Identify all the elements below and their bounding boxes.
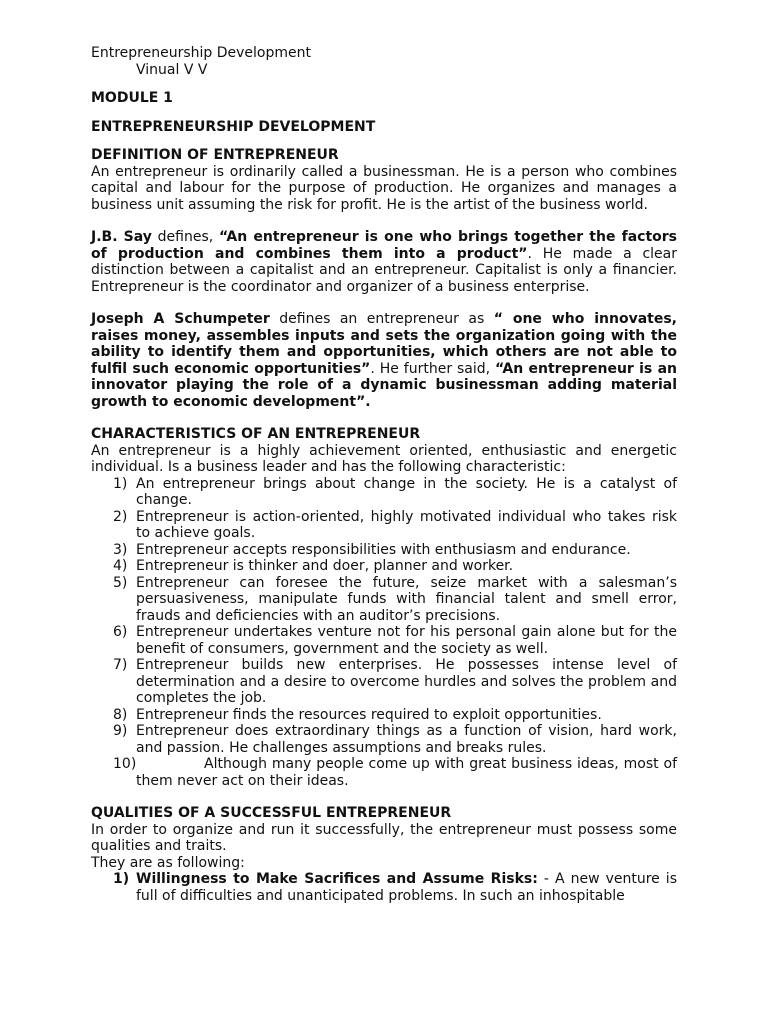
list-item-number: 5): [113, 574, 128, 591]
list-item-text: An entrepreneur brings about change in the society. He is a catalyst of change.: [136, 475, 677, 508]
characteristics-list: [91, 476, 677, 790]
list-item-number: 1): [113, 871, 130, 887]
list-item-number: 10): [113, 756, 137, 772]
say-text-2: . He made a clear distinction between a capitalist and an entrepreneur. Capitalist is only a financier. Entrepreneur is the coordinator and organizer of a business enterprise.: [91, 245, 677, 295]
characteristics-intro: An entrepreneur is a highly achievement oriented, enthusiastic and energetic individual. Is a business leader and has the following characteristic:: [91, 442, 677, 475]
qualities-list: [91, 871, 677, 904]
list-item-number: 4): [113, 558, 128, 574]
list-item: [91, 723, 677, 756]
list-item-text: Entrepreneur accepts responsibilities with enthusiasm and endurance.: [136, 541, 631, 558]
schumpeter-name: Joseph A Schumpeter: [91, 311, 270, 327]
module-label: MODULE 1: [91, 90, 173, 106]
module-title: ENTREPRENEURSHIP DEVELOPMENT: [91, 118, 376, 135]
list-item: [91, 542, 677, 559]
list-item-text: Entrepreneur is action-oriented, highly motivated individual who takes risk to achieve goals.: [136, 508, 677, 541]
say-name: J.B. Say: [91, 229, 152, 245]
definition-text: An entrepreneur is ordinarily called a businessman. He is a person who combines capital and labour for the purpose of production. He organizes and manages a business unit assuming the risk for profit. He is the artist of the business world.: [91, 163, 677, 213]
schumpeter-text-1: defines an entrepreneur as: [269, 311, 494, 327]
list-item-text: Entrepreneur builds new enterprises. He possesses intense level of determination and a desire to overcome hurdles and solves the problem and completes the job.: [136, 657, 677, 706]
schumpeter-quote-2: “An entrepreneur is an innovator playing the role of a dynamic businessman adding material growth to economic development”.: [91, 360, 678, 410]
list-item: [91, 558, 677, 575]
qualities-following: They are as following:: [91, 854, 245, 871]
quality-title: Willingness to Make Sacrifices and Assume Risks:: [136, 871, 538, 887]
schumpeter-text-2: . He further said,: [370, 360, 495, 377]
list-item-text: Although many people come up with great business ideas, most of them never act on their ideas.: [136, 756, 677, 789]
say-paragraph: [91, 229, 677, 295]
list-item: [91, 575, 677, 625]
list-item: [91, 624, 677, 657]
list-item-number: 6): [113, 624, 128, 640]
document-title: Entrepreneurship Development: [91, 45, 311, 61]
list-item: [91, 756, 677, 789]
list-item-number: 3): [113, 541, 128, 558]
list-item-text: Entrepreneur is thinker and doer, planner and worker.: [136, 558, 514, 574]
list-item-number: 9): [113, 723, 128, 739]
list-item: [91, 707, 677, 724]
list-item-number: 8): [113, 706, 128, 723]
list-item-text: Entrepreneur undertakes venture not for his personal gain alone but for the benefit of consumers, government and the society as well.: [136, 624, 677, 657]
list-item-number: 1): [113, 475, 128, 492]
list-item-number: 7): [113, 657, 128, 673]
characteristics-heading: CHARACTERISTICS OF AN ENTREPRENEUR: [91, 426, 421, 442]
list-item-text: Entrepreneur finds the resources required to exploit opportunities.: [136, 706, 602, 723]
say-quote: “An entrepreneur is one who brings together the factors of production and combines them into a product”: [91, 229, 678, 262]
schumpeter-paragraph: [91, 311, 677, 410]
definition-heading: DEFINITION OF ENTREPRENEUR: [91, 147, 339, 163]
schumpeter-quote-1: “ one who innovates, raises money, assembles inputs and sets the organization going with the ability to identify them and opportunities, which others are not able to fulfil such economic opportunities”: [91, 311, 677, 377]
list-item-number: 2): [113, 508, 128, 525]
author-name: Vinual V V: [136, 61, 208, 78]
list-item: [91, 476, 677, 509]
list-item-text: Entrepreneur does extraordinary things as a function of vision, hard work, and passion. He challenges assumptions and breaks rules.: [136, 723, 677, 756]
say-text-1: defines,: [151, 229, 219, 245]
list-item-text: - A new venture is full of difficulties and unanticipated problems. In such an inhospitable: [136, 871, 677, 904]
document-page: [91, 45, 677, 904]
list-item: [91, 657, 677, 707]
list-item: [91, 871, 677, 904]
qualities-heading: QUALITIES OF A SUCCESSFUL ENTREPRENEUR: [91, 805, 452, 821]
qualities-intro: In order to organize and run it successfully, the entrepreneur must possess some qualities and traits.: [91, 821, 677, 854]
list-item-text: Entrepreneur can foresee the future, seize market with a salesman’s persuasiveness, manipulate funds with financial talent and smell error, frauds and deficiencies with an auditor’s precisions.: [136, 574, 677, 624]
list-item: [91, 509, 677, 542]
